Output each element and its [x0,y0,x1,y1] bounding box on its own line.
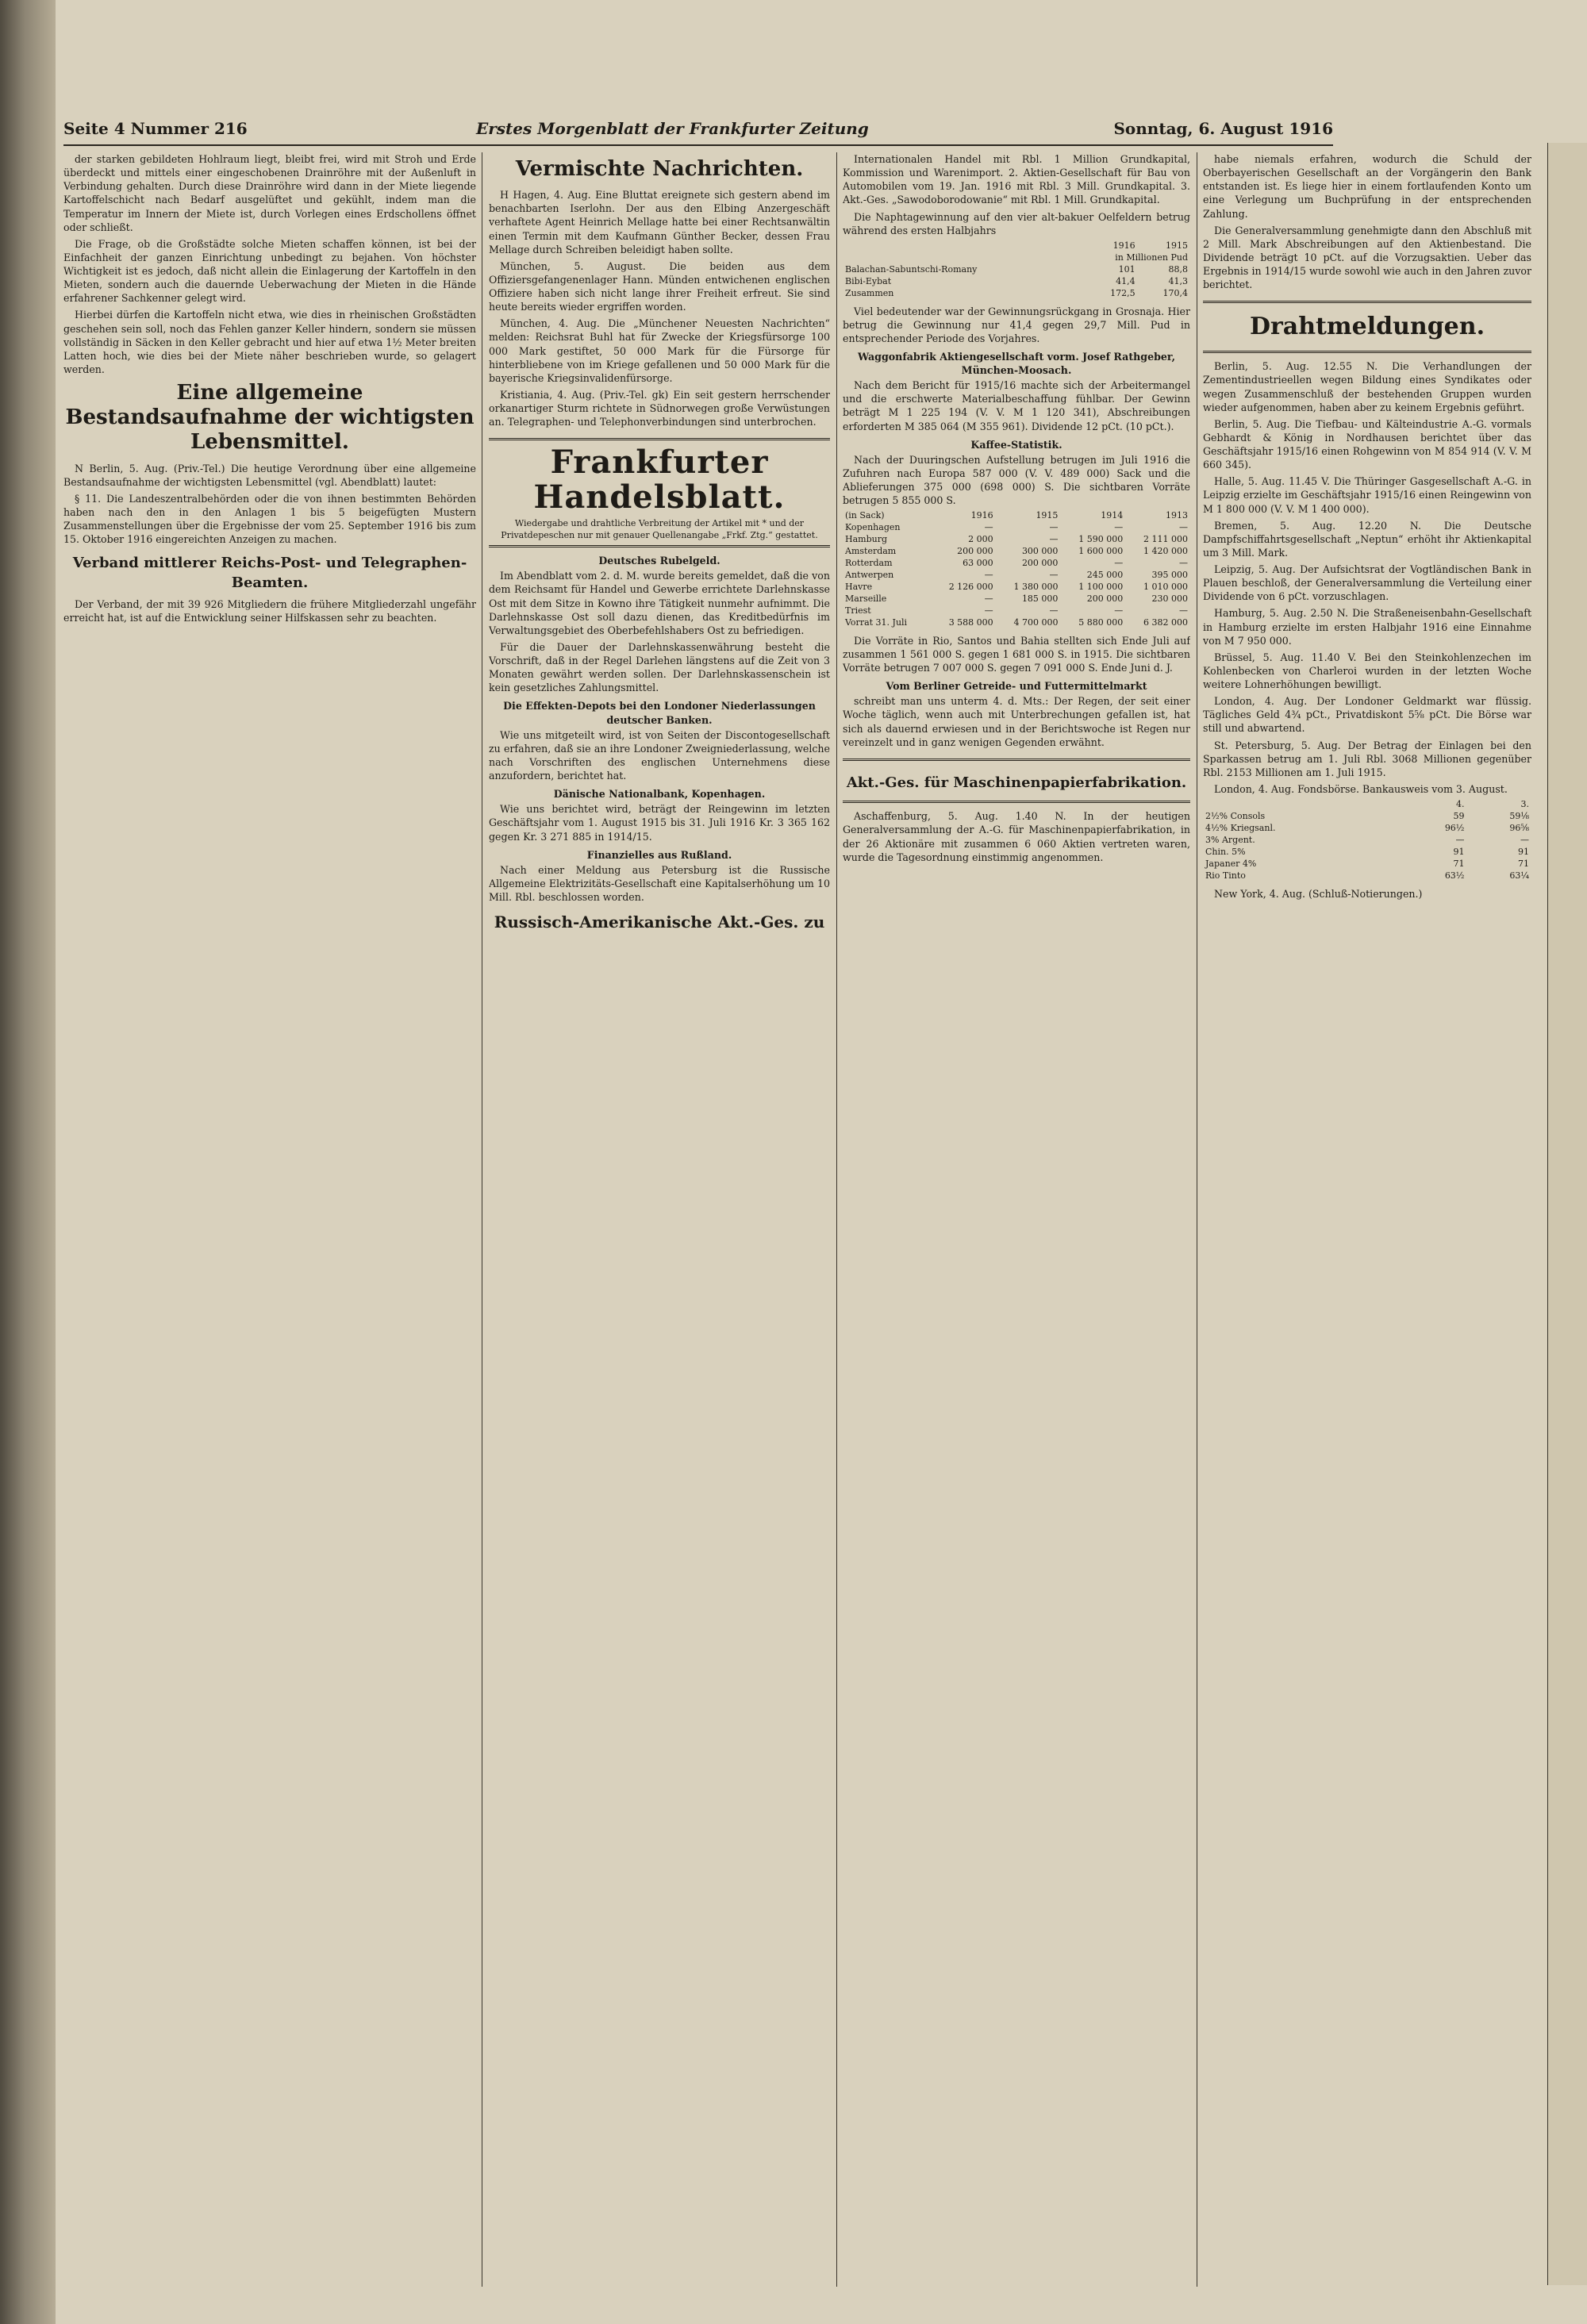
article-paragraph: Bremen, 5. Aug. 12.20 N. Die Deutsche Dampfschiffahrtsgesellschaft „Neptun“ erhöht ihr Aktienkapital um 3 Mill. Mark. [1203,519,1531,559]
table-cell: — [1114,522,1124,533]
table-cell: 4 700 000 [1013,617,1059,628]
article-paragraph: Brüssel, 5. Aug. 11.40 V. Bei den Steinkohlenzechen im Kohlenbecken von Charleroi wurden in der letzten Woche weitere Lohnerhöhungen bewilligt. [1203,651,1531,690]
table-row [843,558,1190,570]
table-cell: — [1114,605,1124,616]
table-cell: 5 880 000 [1078,617,1124,628]
table-cell: 1 590 000 [1078,534,1124,545]
table-cell: 41,4 [1116,275,1135,286]
table-cell: 4½% Kriegsanl. [1205,822,1276,833]
table-cell: 200 000 [1086,593,1124,604]
table-header [1203,799,1402,811]
table-row [843,546,1190,558]
article-paragraph: Hierbei dürfen die Kartoffeln nicht etwa, wie dies in rheinischen Großstädten geschehen sein soll, noch das Fehlen ganzer Keller hindern, sondern sie müssen vollständig in Säcken in den Keller gebracht und hier auf etwa 1½ Meter breiten Latten hoch, wie dies bei der Miete näher beschrieben wurde, so gelagert werden. [63,309,476,375]
table-cell: 63 000 [963,558,993,569]
column-3 [843,152,1190,2287]
table-cell: Balachan-Sabuntschi-Romany [845,263,978,275]
table-cell: Vorrat 31. Juli [845,617,908,628]
article-paragraph: schreibt man uns unterm 4. d. Mts.: Der Regen, der seit einer Woche täglich, wenn auch mit Unterbrechungen gefallen ist, hat sich als dauernd erwiesen und in der Berichtswoche ist Regen nur vereinzelt und in ganz wenigen Gegenden erwähnt. [843,695,1190,748]
article-paragraph: München, 5. August. Die beiden aus dem Offiziersgefangenenlager Hann. Münden entwichenen englischen Offiziere haben sich nicht lange ihrer Freiheit erfreut. Sie sind heute bereits wieder ergriffen worden. [489,259,830,313]
table-cell: Marseille [845,593,887,604]
table-cell: — [1179,522,1188,533]
table-cell: — [984,593,993,604]
table-cell: Bibi-Eybat [845,275,892,286]
item-title: Waggonfabrik Aktiengesellschaft vorm. Josef Rathgeber, München-Moosach. [857,350,1176,377]
table-cell: Triest [845,605,871,616]
table-cell: — [1179,605,1188,616]
table-row [843,582,1190,593]
table-row [1203,823,1531,835]
article-paragraph: Der Verband, der mit 39 926 Mitgliedern die frühere Mitgliederzahl ungefähr erreicht hat, ist auf die Entwicklung seiner Hilfskassen sehr zu beachten. [63,598,476,624]
table-cell: 1 420 000 [1143,546,1188,557]
table-cell: — [1049,605,1059,616]
table-row [843,276,1190,288]
item-title: Finanzielles aus Rußland. [586,848,732,861]
column-1 [63,152,476,2287]
table-cell: — [1049,522,1059,533]
section-banner [843,759,1190,803]
column-4 [1203,152,1531,2287]
table-row [1203,811,1531,823]
table-cell: — [1114,558,1124,569]
table-header: 1916 [970,510,993,521]
article-paragraph: Kristiania, 4. Aug. (Priv.-Tel. gk) Ein seit gestern herrschender orkanartiger Sturm richtete in Südnorwegen große Verwüstungen an. Telegraphen- und Telephonverbindungen sind unterbrochen. [489,388,830,428]
table-cell: 2 111 000 [1143,534,1188,545]
table-cell: 230 000 [1151,593,1188,604]
article-paragraph: Internationalen Handel mit Rbl. 1 Million Grundkapital, Kommission und Warenimport. 2. Aktien-Gesellschaft für Bau von Automobilen vom 19. Jan. 1916 mit Rbl. 3 Mill. Grundkapital. 3. Akt.-Ges. „Sawodoborodowanie“ mit Rbl. 1 Mill. Grundkapital. [843,153,1190,206]
header-page-number: Seite 4 Nummer 216 [63,119,248,138]
article-paragraph: Hamburg, 5. Aug. 2.50 N. Die Straßeneisenbahn-Gesellschaft in Hamburg erzielte im ersten Halbjahr 1916 eine Einnahme von M 7 950 000. [1203,607,1531,647]
table-header: 1913 [1166,510,1188,521]
header-masthead: Erstes Morgenblatt der Frankfurter Zeitung [476,119,869,138]
table-cell: 63½ [1444,870,1465,881]
table-row [1203,835,1531,847]
column-2 [489,152,830,2287]
table-cell: 71 [1518,858,1529,869]
table-cell: 172,5 [1110,287,1135,298]
table-cell: Zusammen [845,287,894,298]
table-cell: Chin. 5% [1205,846,1246,857]
coffee-table [843,510,1190,629]
drahtmeldungen-banner [1203,301,1531,353]
table-cell: 200 000 [1021,558,1059,569]
table-header [843,240,1085,252]
table-cell: — [1049,570,1059,581]
article-paragraph: habe niemals erfahren, wodurch die Schuld der Oberbayerischen Gesellschaft an der Vorgängerin den Bank entstanden ist. Es liege hier in einem fortlaufenden Konto um eine Verlegung um Buchprüfung in der entsprechenden Zahlung. [1203,153,1531,220]
handelsblatt-title: Frankfurter Handelsblatt. [533,444,786,517]
article-paragraph: Wie uns mitgeteilt wird, ist von Seiten der Discontogesellschaft zu erfahren, daß sie an ihre Londoner Zweigniederlassung, welche nach Vorschriften des englischen Unternehmens diese anzufordern, berichtet hat. [489,728,830,782]
table-header: 1916 [1112,240,1135,251]
table-cell: 3% Argent. [1205,834,1255,845]
article-paragraph: München, 4. Aug. Die „Münchener Neuesten Nachrichten“ melden: Reichsrat Buhl hat für Zwecke der Kriegsfürsorge 100 000 Mark gestiftet, 50 000 Mark für die Fürsorge für hinterbliebene von im Kriege gefallenen und 50 000 Mark für die bayerische Kriegsinvalidenfürsorge. [489,317,830,384]
table-header: 1914 [1101,510,1124,521]
table-row [843,570,1190,582]
section-title: Drahtmeldungen. [1249,313,1485,341]
table-row [843,605,1190,617]
article-paragraph: Im Abendblatt vom 2. d. M. wurde bereits gemeldet, daß die von dem Reichsamt für Handel und Gewerbe errichtete Darlehnskasse Ost mit dem Sitze in Kowno ihre Tätigkeit nunmehr aufnimmt. Die Darlehnskasse Ost soll dazu dienen, das Kreditbedürfnis im Verwaltungsgebiet des Oberbefehlshabers Ost zu befriedigen. [489,570,830,636]
table-cell: — [984,570,993,581]
table-cell: — [984,605,993,616]
table-cell: 3 588 000 [948,617,993,628]
table-cell: Rio Tinto [1205,870,1246,881]
article-paragraph: Die Frage, ob die Großstädte solche Mieten schaffen können, ist bei der Einfachheit der ganzen Einrichtung unbedingt zu bejahen. Von höchster Wichtigkeit ist es jedoch, daß nicht allein die Einlagerung der Kartoffeln in den Mieten, sondern auch die dauernde Ueberwachung der Mieten in die Hände erfahrener Sachkenner gelegt wird. [63,237,476,305]
stamp-line: Russisch-Amerikanische Akt.-Ges. zu [494,912,825,932]
table-cell: — [984,522,993,533]
table-cell: 1 010 000 [1143,581,1188,592]
table-header: 1915 [1036,510,1059,521]
table-cell: 96⅝ [1509,822,1529,833]
article-paragraph: New York, 4. Aug. (Schluß-Notierungen.) [1214,887,1423,900]
table-cell: 170,4 [1162,287,1188,298]
table-cell: — [1520,834,1529,845]
table-cell: 96½ [1444,822,1465,833]
table-row [843,593,1190,605]
table-cell: 101 [1118,263,1135,275]
article-paragraph: Viel bedeutender war der Gewinnungsrückgang in Grosnaja. Hier betrug die Gewinnung nur 41,4 gegen 29,7 Mill. Pud in entsprechender Periode des Vorjahres. [843,305,1190,344]
table-header: 1915 [1166,240,1188,251]
table-row [843,522,1190,534]
table-cell: 1 600 000 [1078,546,1124,557]
table-cell: Kopenhagen [845,522,901,533]
table-cell: Hamburg [845,534,888,545]
article-paragraph: Die Naphtagewinnung auf den vier alt-bakuer Oelfeldern betrug während des ersten Halbjahrs [843,210,1190,236]
table-cell: — [1179,558,1188,569]
book-gutter [0,0,56,2324]
table-cell: 88,8 [1168,263,1188,275]
table-cell: 2 126 000 [948,581,993,592]
table-cell: 63¼ [1509,870,1529,881]
table-cell: Havre [845,581,873,592]
table-cell: 59⅛ [1509,810,1529,821]
article-paragraph: Berlin, 5. Aug. Die Tiefbau- und Kälteindustrie A.-G. vormals Gebhardt & König in Nordhausen berichtet über das Geschäftsjahr 1915/16 einen Rohgewinn von M 854 914 (V. V. M 660 345). [1203,417,1531,471]
table-cell: 300 000 [1021,546,1059,557]
item-title: Die Effekten-Depots bei den Londoner Niederlassungen deutscher Banken. [503,700,816,726]
article-paragraph: Nach dem Bericht für 1915/16 machte sich der Arbeitermangel und die erschwerte Materialbeschaffung fühlbar. Der Gewinn beträgt M 1 225 194 (V. V. M 1 120 341), Abschreibungen erforderten M 385 064 (M 355 961). Dividende 12 pCt. (10 pCt.). [843,379,1190,432]
adjacent-page-edge [1547,143,1587,2285]
table-cell: Rotterdam [845,558,893,569]
article-paragraph: H Hagen, 4. Aug. Eine Bluttat ereignete sich gestern abend im benachbarten Iserlohn. Der aus den Elbing Anzergeschäft verhaftete Agent Heinrich Mellage hatte bei einer Rechtsanwältin einen Termin mit dem Kaufmann Günther Becker, dessen Frau Mellage durch Schreiben beleidigt haben sollte. [489,189,830,255]
article-paragraph: Nach einer Meldung aus Petersburg ist die Russische Allgemeine Elektrizitäts-Gesellschaft eine Kapitalserhöhung um 10 Mill. Rbl. beschlossen worden. [489,863,830,904]
table-cell: — [1049,534,1059,545]
item-title: Kaffee-Statistik. [970,438,1062,451]
table-cell: 395 000 [1151,570,1188,581]
article-paragraph: der starken gebildeten Hohlraum liegt, bleibt frei, wird mit Stroh und Erde überdeckt und mittels einer eingeschobenen Drainröhre mit der Außenluft in Verbindung gehalten. Durch diese Drainröhre wird dann in der Miete liegende Kartoffelschicht nach Bedarf ausgelüftet und gekühlt, indem man die Temperatur im Innern der Miete ist, durch Vorlegen eines Erdschollens öffnet oder schließt. [63,153,476,233]
section-title: Vermischte Nachrichten. [515,157,804,181]
section-title: Akt.-Ges. für Maschinenpapierfabrikation. [846,774,1187,791]
article-paragraph: Halle, 5. Aug. 11.45 V. Die Thüringer Gasgesellschaft A.-G. in Leipzig erzielte im Geschäftsjahr 1915/16 einen Reingewinn von M 1 800 000 (V. V. M 1 400 000). [1203,475,1531,515]
item-title: Vom Berliner Getreide- und Futtermittelmarkt [886,680,1147,693]
article-paragraph: N Berlin, 5. Aug. (Priv.-Tel.) Die heutige Verordnung über eine allgemeine Bestandsaufnahme der wichtigsten Lebensmittel (vgl. Abendblatt) lautet: [63,462,476,488]
column-rule [836,152,837,2287]
table-row [843,617,1190,629]
article-paragraph: Wie uns berichtet wird, beträgt der Reingewinn im letzten Geschäftsjahr vom 1. August 1915 bis 31. Juli 1916 Kr. 3 365 162 gegen Kr. 3 271 885 in 1914/15. [489,803,830,843]
article-paragraph: Leipzig, 5. Aug. Der Aufsichtsrat der Vogtländischen Bank in Plauen beschloß, der Generalversammlung die Verteilung einer Dividende von 6 pCt. vorzuschlagen. [1203,563,1531,603]
article-paragraph: Die Vorräte in Rio, Santos und Bahia stellten sich Ende Juli auf zusammen 1 561 000 S. gegen 1 681 000 S. in 1915. Die sichtbaren Vorräte betrugen 7 007 000 S. gegen 7 091 000 S. Ende Juni d. J. [843,634,1190,674]
table-header: 4. [1455,799,1465,809]
table-row [1203,847,1531,859]
table-cell: 91 [1453,846,1465,857]
table-cell: 71 [1453,858,1465,869]
london-quotes-table [1203,799,1531,882]
header-date: Sonntag, 6. August 1916 [1113,119,1333,138]
naphta-table [843,240,1190,300]
table-row [843,264,1190,276]
article-paragraph: Aschaffenburg, 5. Aug. 1.40 N. In der heutigen Generalversammlung der A.-G. für Maschinenpapierfabrikation, in der 26 Aktionäre mit zusammen 6 060 Aktien vertreten waren, wurde die Tagesordnung einstimmig angenommen. [843,810,1190,863]
section-subtitle: Verband mittlerer Reichs-Post- und Telegraphen-Beamten. [72,555,467,591]
table-cell: 185 000 [1021,593,1059,604]
item-title: Deutsches Rubelgeld. [598,555,720,567]
article-paragraph: Berlin, 5. Aug. 12.55 N. Die Verhandlungen der Zementindustrieellen wegen Bildung eines Syndikates oder wegen Zusammenschluß der bestehenden Gruppen wurden wieder aufgenommen, haben aber zu keinem Ergebnis geführt. [1203,360,1531,413]
table-row [843,288,1190,300]
table-cell: Antwerpen [845,570,894,581]
table-unit: in Millionen Pud [1115,252,1188,263]
table-cell: 59 [1453,810,1465,821]
table-cell: 2½% Consols [1205,810,1266,821]
table-header: 3. [1520,799,1529,809]
table-cell: Japaner 4% [1205,858,1257,869]
article-paragraph: London, 4. Aug. Fondsbörse. Bankausweis vom 3. August. [1214,782,1508,795]
table-cell: 1 380 000 [1013,581,1059,592]
table-cell: — [1455,834,1465,845]
reprint-notice: Wiedergabe und drahtliche Verbreitung der Artikel mit * und der Privatdepeschen nur mit genauer Quellenangabe „Frkf. Ztg.“ gestattet. [501,518,818,541]
table-cell: Amsterdam [845,546,897,557]
page-header [63,119,1333,146]
article-paragraph: Nach der Duuringschen Aufstellung betrugen im Juli 1916 die Zufuhren nach Europa 587 000 (V. V. 489 000) Sack und die Ablieferungen 375 000 (698 000) S. Die sichtbaren Vorräte betrugen 5 855 000 S. [843,453,1190,507]
article-paragraph: § 11. Die Landeszentralbehörden oder die von ihnen bestimmten Behörden haben nach den in den Anlagen 1 bis 5 beigefügten Mustern Zusammenstellungen über die Ergebnisse der vom 25. September 1916 bis zum 15. Oktober 1916 eingereichten Anzeigen zu machen. [63,492,476,546]
item-title: Dänische Nationalbank, Kopenhagen. [553,788,766,801]
article-paragraph: London, 4. Aug. Der Londoner Geldmarkt war flüssig. Tägliches Geld 4¾ pCt., Privatdiskont 5⅝ pCt. Die Börse war still und abwartend. [1203,695,1531,735]
article-paragraph: St. Petersburg, 5. Aug. Der Betrag der Einlagen bei den Sparkassen betrug am 1. Juli Rbl. 3068 Millionen gegenüber Rbl. 2153 Millionen am 1. Juli 1915. [1203,739,1531,778]
article-paragraph: Für die Dauer der Darlehnskassenwährung besteht die Vorschrift, daß in der Regel Darlehen längstens auf die Zeit von 3 Monaten gewährt werden sollen. Der Darlehnskassenschein ist kein gesetzliches Zahlungsmittel. [489,640,830,694]
table-cell: 200 000 [957,546,993,557]
table-cell: 6 382 000 [1143,617,1188,628]
table-cell: 41,3 [1168,275,1188,286]
table-row [1203,870,1531,882]
table-cell: 1 100 000 [1078,581,1124,592]
table-cell: 245 000 [1086,570,1124,581]
article-paragraph: Die Generalversammlung genehmigte dann den Abschluß mit 2 Mill. Mark Abschreibungen auf den Aktienbestand. Die Dividende beträgt 10 pCt. auf die Vorzugsaktien. Ueber das Ergebnis in 1914/15 wurde sowohl wie auch in den Jahren zuvor berichtet. [1203,224,1531,291]
table-header: (in Sack) [845,510,885,521]
table-cell: 91 [1518,846,1529,857]
table-row [843,534,1190,546]
handelsblatt-banner [489,438,830,547]
table-row [1203,859,1531,870]
section-title: Eine allgemeine Bestandsaufnahme der wichtigsten Lebensmittel. [65,381,475,455]
table-cell: 2 000 [968,534,993,545]
